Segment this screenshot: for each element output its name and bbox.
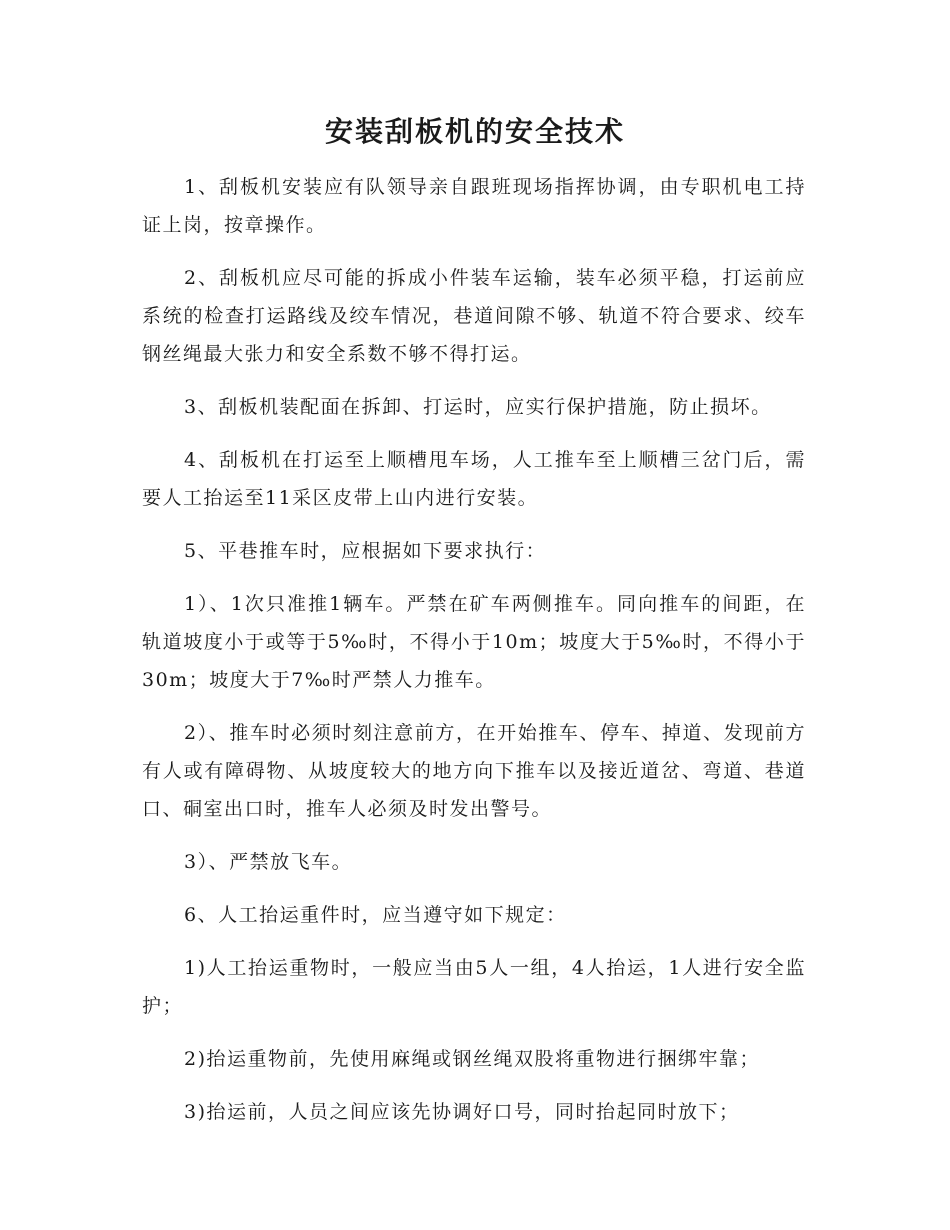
paragraph: 3）、严禁放飞车。 xyxy=(184,851,353,873)
paragraph: 2、刮板机应尽可能的拆成小件装车运输，装车必须平稳，打运前应系统的检查打运路线及绞车情况，巷道间隙不够、轨道不符合要求、绞车钢丝绳最大张力和安全系数不够不得打运。 xyxy=(142,267,806,365)
paragraph: 2）、推车时必须时刻注意前方，在开始推车、停车、掉道、发现前方有人或有障碍物、从坡度较大的地方向下推车以及接近道岔、弯道、巷道口、硐室出口时，推车人必须及时发出警号。 xyxy=(142,722,806,820)
paragraph: 2)抬运重物前，先使用麻绳或钢丝绳双股将重物进行捆绑牢靠； xyxy=(184,1048,761,1070)
paragraph: 3)抬运前，人员之间应该先协调好口号，同时抬起同时放下； xyxy=(184,1101,740,1123)
document-body xyxy=(142,168,806,1146)
paragraph: 1）、1次只准推1辆车。严禁在矿车两侧推车。同向推车的间距，在轨道坡度小于或等于5‰时，不得小于10m；坡度大于5‰时，不得小于30m；坡度大于7‰时严禁人力推车。 xyxy=(142,593,806,691)
paragraph: 1)人工抬运重物时，一般应当由5人一组，4人抬运，1人进行安全监护； xyxy=(142,957,806,1017)
document-title: 安装刮板机的安全技术 xyxy=(324,115,625,148)
paragraph: 6、人工抬运重件时，应当遵守如下规定： xyxy=(184,904,567,926)
paragraph: 4、刮板机在打运至上顺槽甩车场，人工推车至上顺槽三岔门后，需要人工抬运至11采区皮带上山内进行安装。 xyxy=(142,449,806,509)
paragraph: 3、刮板机装配面在拆卸、打运时，应实行保护措施，防止损坏。 xyxy=(184,396,772,418)
paragraph: 5、平巷推车时，应根据如下要求执行： xyxy=(184,540,547,562)
paragraph: 1、刮板机安装应有队领导亲自跟班现场指挥协调，由专职机电工持证上岗，按章操作。 xyxy=(142,176,806,236)
